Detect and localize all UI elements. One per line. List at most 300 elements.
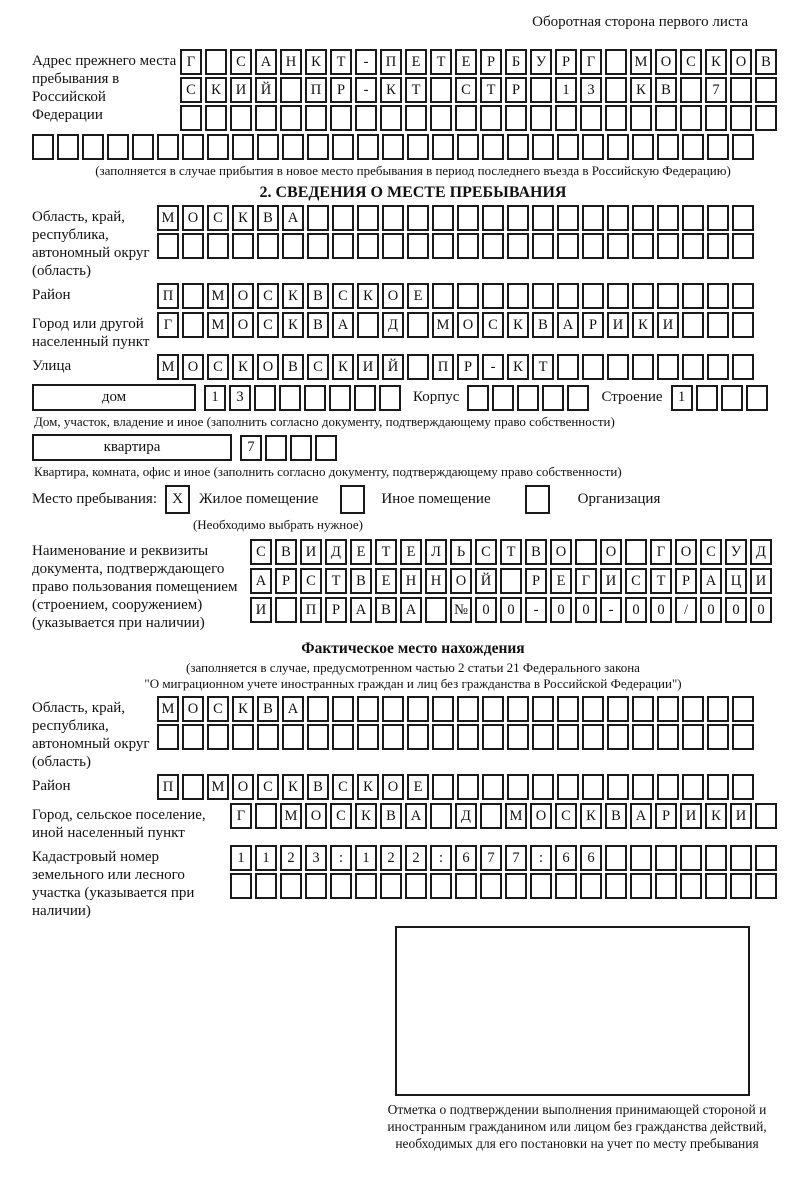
char-box[interactable]: [557, 774, 579, 800]
char-box[interactable]: Ь: [450, 539, 472, 565]
char-box[interactable]: [657, 696, 679, 722]
char-box[interactable]: [607, 205, 629, 231]
char-box[interactable]: [180, 105, 202, 131]
char-box[interactable]: О: [232, 774, 254, 800]
char-box[interactable]: [605, 77, 627, 103]
char-box[interactable]: [755, 803, 777, 829]
char-box[interactable]: [557, 696, 579, 722]
char-box[interactable]: [430, 873, 452, 899]
char-box[interactable]: [432, 283, 454, 309]
char-box[interactable]: Г: [575, 568, 597, 594]
char-box[interactable]: С: [332, 283, 354, 309]
char-box[interactable]: Т: [650, 568, 672, 594]
char-box[interactable]: [732, 724, 754, 750]
char-box[interactable]: У: [725, 539, 747, 565]
char-box[interactable]: 1: [230, 845, 252, 871]
char-box[interactable]: К: [232, 354, 254, 380]
char-box[interactable]: И: [600, 568, 622, 594]
char-box[interactable]: Д: [325, 539, 347, 565]
char-box[interactable]: [355, 873, 377, 899]
char-box[interactable]: Г: [230, 803, 252, 829]
char-box[interactable]: Р: [480, 49, 502, 75]
char-box[interactable]: О: [182, 205, 204, 231]
char-box[interactable]: Л: [425, 539, 447, 565]
char-box[interactable]: [657, 205, 679, 231]
char-box[interactable]: [482, 696, 504, 722]
char-box[interactable]: [157, 134, 179, 160]
char-box[interactable]: [455, 105, 477, 131]
char-box[interactable]: О: [232, 312, 254, 338]
char-box[interactable]: [432, 774, 454, 800]
char-box[interactable]: С: [680, 49, 702, 75]
char-box[interactable]: [232, 134, 254, 160]
char-box[interactable]: [632, 774, 654, 800]
char-box[interactable]: [157, 724, 179, 750]
char-box[interactable]: [207, 724, 229, 750]
char-box[interactable]: М: [157, 205, 179, 231]
char-box[interactable]: О: [182, 354, 204, 380]
char-box[interactable]: [505, 873, 527, 899]
char-box[interactable]: К: [305, 49, 327, 75]
char-box[interactable]: [57, 134, 79, 160]
char-box[interactable]: [280, 105, 302, 131]
checkbox-inoe[interactable]: [340, 485, 365, 514]
char-box[interactable]: [705, 845, 727, 871]
char-box[interactable]: О: [550, 539, 572, 565]
char-box[interactable]: 6: [455, 845, 477, 871]
char-box[interactable]: [457, 233, 479, 259]
char-box[interactable]: [730, 77, 752, 103]
checkbox-organizatsiya[interactable]: [525, 485, 550, 514]
char-box[interactable]: [432, 233, 454, 259]
char-box[interactable]: М: [207, 774, 229, 800]
char-box[interactable]: 1: [204, 385, 226, 411]
char-box[interactable]: О: [182, 696, 204, 722]
char-box[interactable]: 0: [575, 597, 597, 623]
char-box[interactable]: [507, 724, 529, 750]
char-box[interactable]: [632, 696, 654, 722]
char-box[interactable]: 0: [550, 597, 572, 623]
char-box[interactable]: С: [207, 696, 229, 722]
char-box[interactable]: [280, 77, 302, 103]
char-box[interactable]: [357, 205, 379, 231]
char-box[interactable]: [382, 233, 404, 259]
char-box[interactable]: Й: [382, 354, 404, 380]
char-box[interactable]: [457, 134, 479, 160]
char-box[interactable]: [354, 385, 376, 411]
char-box[interactable]: Е: [407, 283, 429, 309]
char-box[interactable]: [707, 312, 729, 338]
char-box[interactable]: [407, 696, 429, 722]
char-box[interactable]: [357, 696, 379, 722]
char-box[interactable]: А: [400, 597, 422, 623]
char-box[interactable]: Т: [330, 49, 352, 75]
char-box[interactable]: [332, 205, 354, 231]
char-box[interactable]: [307, 205, 329, 231]
char-box[interactable]: Д: [750, 539, 772, 565]
char-box[interactable]: [582, 205, 604, 231]
char-box[interactable]: [405, 873, 427, 899]
char-box[interactable]: [657, 233, 679, 259]
char-box[interactable]: [707, 233, 729, 259]
char-box[interactable]: В: [282, 354, 304, 380]
char-box[interactable]: -: [355, 49, 377, 75]
char-box[interactable]: [382, 696, 404, 722]
char-box[interactable]: Р: [275, 568, 297, 594]
char-box[interactable]: К: [282, 283, 304, 309]
char-box[interactable]: О: [382, 283, 404, 309]
char-box[interactable]: [557, 354, 579, 380]
char-box[interactable]: В: [532, 312, 554, 338]
char-box[interactable]: [407, 205, 429, 231]
char-box[interactable]: [680, 873, 702, 899]
char-box[interactable]: [329, 385, 351, 411]
char-box[interactable]: [430, 105, 452, 131]
char-box[interactable]: [657, 283, 679, 309]
char-box[interactable]: [732, 774, 754, 800]
char-box[interactable]: [625, 539, 647, 565]
char-box[interactable]: Г: [157, 312, 179, 338]
char-box[interactable]: [432, 724, 454, 750]
char-box[interactable]: В: [307, 774, 329, 800]
char-box[interactable]: [482, 205, 504, 231]
char-box[interactable]: [182, 134, 204, 160]
char-box[interactable]: [500, 568, 522, 594]
char-box[interactable]: :: [430, 845, 452, 871]
char-box[interactable]: [705, 873, 727, 899]
char-box[interactable]: [557, 205, 579, 231]
char-box[interactable]: [307, 724, 329, 750]
char-box[interactable]: [682, 774, 704, 800]
char-box[interactable]: М: [280, 803, 302, 829]
char-box[interactable]: [467, 385, 489, 411]
char-box[interactable]: [707, 205, 729, 231]
char-box[interactable]: Т: [325, 568, 347, 594]
char-box[interactable]: [255, 105, 277, 131]
char-box[interactable]: [505, 105, 527, 131]
char-box[interactable]: [605, 49, 627, 75]
char-box[interactable]: [730, 845, 752, 871]
char-box[interactable]: В: [307, 312, 329, 338]
char-box[interactable]: [582, 354, 604, 380]
char-box[interactable]: [182, 312, 204, 338]
dom-title-box[interactable]: дом: [32, 384, 196, 411]
char-box[interactable]: [282, 724, 304, 750]
char-box[interactable]: [582, 233, 604, 259]
char-box[interactable]: Т: [480, 77, 502, 103]
char-box[interactable]: [532, 724, 554, 750]
char-box[interactable]: Р: [675, 568, 697, 594]
char-box[interactable]: К: [357, 774, 379, 800]
char-box[interactable]: [355, 105, 377, 131]
char-box[interactable]: Д: [382, 312, 404, 338]
char-box[interactable]: О: [655, 49, 677, 75]
char-box[interactable]: [607, 354, 629, 380]
char-box[interactable]: [379, 385, 401, 411]
char-box[interactable]: [205, 49, 227, 75]
char-box[interactable]: 1: [355, 845, 377, 871]
char-box[interactable]: В: [525, 539, 547, 565]
char-box[interactable]: [682, 312, 704, 338]
char-box[interactable]: [482, 724, 504, 750]
char-box[interactable]: А: [332, 312, 354, 338]
char-box[interactable]: С: [300, 568, 322, 594]
char-box[interactable]: [457, 205, 479, 231]
char-box[interactable]: А: [630, 803, 652, 829]
char-box[interactable]: И: [680, 803, 702, 829]
char-box[interactable]: К: [507, 312, 529, 338]
char-box[interactable]: К: [357, 283, 379, 309]
char-box[interactable]: 6: [580, 845, 602, 871]
char-box[interactable]: Н: [425, 568, 447, 594]
char-box[interactable]: [607, 774, 629, 800]
char-box[interactable]: [682, 205, 704, 231]
char-box[interactable]: 0: [475, 597, 497, 623]
char-box[interactable]: [542, 385, 564, 411]
char-box[interactable]: К: [282, 774, 304, 800]
char-box[interactable]: С: [330, 803, 352, 829]
char-box[interactable]: [557, 134, 579, 160]
char-box[interactable]: [557, 283, 579, 309]
char-box[interactable]: [282, 233, 304, 259]
char-box[interactable]: [457, 774, 479, 800]
char-box[interactable]: [582, 696, 604, 722]
char-box[interactable]: Г: [180, 49, 202, 75]
char-box[interactable]: [332, 724, 354, 750]
char-box[interactable]: [682, 724, 704, 750]
char-box[interactable]: В: [380, 803, 402, 829]
char-box[interactable]: [482, 283, 504, 309]
char-box[interactable]: [730, 105, 752, 131]
char-box[interactable]: [730, 873, 752, 899]
char-box[interactable]: [732, 354, 754, 380]
char-box[interactable]: [580, 105, 602, 131]
char-box[interactable]: [480, 873, 502, 899]
char-box[interactable]: С: [250, 539, 272, 565]
char-box[interactable]: К: [232, 696, 254, 722]
char-box[interactable]: [630, 105, 652, 131]
char-box[interactable]: [457, 283, 479, 309]
char-box[interactable]: [530, 105, 552, 131]
char-box[interactable]: [232, 233, 254, 259]
char-box[interactable]: [330, 105, 352, 131]
char-box[interactable]: [655, 105, 677, 131]
char-box[interactable]: [732, 233, 754, 259]
char-box[interactable]: С: [180, 77, 202, 103]
char-box[interactable]: [432, 205, 454, 231]
char-box[interactable]: [382, 205, 404, 231]
char-box[interactable]: [182, 774, 204, 800]
char-box[interactable]: [182, 283, 204, 309]
char-box[interactable]: Е: [375, 568, 397, 594]
char-box[interactable]: [682, 134, 704, 160]
char-box[interactable]: В: [605, 803, 627, 829]
char-box[interactable]: 2: [280, 845, 302, 871]
char-box[interactable]: [275, 597, 297, 623]
char-box[interactable]: Г: [650, 539, 672, 565]
char-box[interactable]: С: [257, 774, 279, 800]
char-box[interactable]: В: [275, 539, 297, 565]
char-box[interactable]: Т: [430, 49, 452, 75]
char-box[interactable]: 1: [255, 845, 277, 871]
char-box[interactable]: [607, 233, 629, 259]
char-box[interactable]: [430, 803, 452, 829]
char-box[interactable]: [257, 724, 279, 750]
char-box[interactable]: П: [305, 77, 327, 103]
char-box[interactable]: А: [700, 568, 722, 594]
char-box[interactable]: [607, 134, 629, 160]
char-box[interactable]: [280, 873, 302, 899]
char-box[interactable]: [680, 105, 702, 131]
char-box[interactable]: -: [525, 597, 547, 623]
char-box[interactable]: [507, 696, 529, 722]
char-box[interactable]: [557, 233, 579, 259]
char-box[interactable]: [630, 845, 652, 871]
char-box[interactable]: [407, 354, 429, 380]
char-box[interactable]: [257, 134, 279, 160]
char-box[interactable]: [432, 134, 454, 160]
char-box[interactable]: Е: [455, 49, 477, 75]
char-box[interactable]: [405, 105, 427, 131]
char-box[interactable]: [230, 105, 252, 131]
char-box[interactable]: С: [475, 539, 497, 565]
char-box[interactable]: С: [332, 774, 354, 800]
char-box[interactable]: [407, 233, 429, 259]
char-box[interactable]: А: [350, 597, 372, 623]
char-box[interactable]: С: [700, 539, 722, 565]
char-box[interactable]: Е: [400, 539, 422, 565]
char-box[interactable]: 3: [580, 77, 602, 103]
char-box[interactable]: :: [530, 845, 552, 871]
char-box[interactable]: [382, 724, 404, 750]
char-box[interactable]: [532, 205, 554, 231]
char-box[interactable]: 3: [305, 845, 327, 871]
char-box[interactable]: Р: [555, 49, 577, 75]
char-box[interactable]: [282, 134, 304, 160]
char-box[interactable]: Е: [405, 49, 427, 75]
char-box[interactable]: [632, 205, 654, 231]
char-box[interactable]: [607, 724, 629, 750]
char-box[interactable]: Т: [405, 77, 427, 103]
char-box[interactable]: [746, 385, 768, 411]
char-box[interactable]: [707, 354, 729, 380]
char-box[interactable]: [380, 105, 402, 131]
char-box[interactable]: [755, 873, 777, 899]
char-box[interactable]: 7: [240, 435, 262, 461]
char-box[interactable]: О: [457, 312, 479, 338]
char-box[interactable]: [607, 283, 629, 309]
char-box[interactable]: [380, 873, 402, 899]
char-box[interactable]: [232, 724, 254, 750]
char-box[interactable]: [382, 134, 404, 160]
char-box[interactable]: С: [625, 568, 647, 594]
char-box[interactable]: [230, 873, 252, 899]
char-box[interactable]: -: [600, 597, 622, 623]
char-box[interactable]: [567, 385, 589, 411]
char-box[interactable]: Н: [280, 49, 302, 75]
char-box[interactable]: Р: [505, 77, 527, 103]
char-box[interactable]: [605, 845, 627, 871]
char-box[interactable]: [657, 724, 679, 750]
char-box[interactable]: С: [307, 354, 329, 380]
char-box[interactable]: [255, 873, 277, 899]
char-box[interactable]: [682, 233, 704, 259]
char-box[interactable]: С: [257, 312, 279, 338]
char-box[interactable]: К: [580, 803, 602, 829]
char-box[interactable]: [721, 385, 743, 411]
char-box[interactable]: [657, 774, 679, 800]
char-box[interactable]: [457, 696, 479, 722]
char-box[interactable]: О: [257, 354, 279, 380]
char-box[interactable]: К: [380, 77, 402, 103]
char-box[interactable]: [530, 77, 552, 103]
char-box[interactable]: [357, 724, 379, 750]
char-box[interactable]: [732, 134, 754, 160]
char-box[interactable]: [632, 724, 654, 750]
char-box[interactable]: [332, 134, 354, 160]
char-box[interactable]: [207, 233, 229, 259]
char-box[interactable]: К: [705, 803, 727, 829]
char-box[interactable]: 0: [750, 597, 772, 623]
char-box[interactable]: [132, 134, 154, 160]
char-box[interactable]: [432, 696, 454, 722]
char-box[interactable]: [407, 134, 429, 160]
char-box[interactable]: [307, 134, 329, 160]
char-box[interactable]: [632, 134, 654, 160]
char-box[interactable]: Й: [475, 568, 497, 594]
char-box[interactable]: В: [375, 597, 397, 623]
char-box[interactable]: В: [655, 77, 677, 103]
char-box[interactable]: С: [230, 49, 252, 75]
char-box[interactable]: А: [250, 568, 272, 594]
char-box[interactable]: [657, 354, 679, 380]
char-box[interactable]: 6: [555, 845, 577, 871]
char-box[interactable]: [755, 105, 777, 131]
char-box[interactable]: [732, 283, 754, 309]
char-box[interactable]: [605, 105, 627, 131]
char-box[interactable]: [532, 696, 554, 722]
char-box[interactable]: [304, 385, 326, 411]
char-box[interactable]: [205, 105, 227, 131]
char-box[interactable]: [682, 354, 704, 380]
char-box[interactable]: [157, 233, 179, 259]
char-box[interactable]: В: [755, 49, 777, 75]
char-box[interactable]: И: [230, 77, 252, 103]
char-box[interactable]: А: [282, 696, 304, 722]
char-box[interactable]: [254, 385, 276, 411]
char-box[interactable]: 0: [700, 597, 722, 623]
char-box[interactable]: [732, 696, 754, 722]
char-box[interactable]: [255, 803, 277, 829]
char-box[interactable]: [682, 283, 704, 309]
char-box[interactable]: [707, 283, 729, 309]
char-box[interactable]: В: [257, 696, 279, 722]
char-box[interactable]: [182, 233, 204, 259]
checkbox-zhiloe[interactable]: X: [165, 485, 190, 514]
char-box[interactable]: В: [307, 283, 329, 309]
char-box[interactable]: И: [607, 312, 629, 338]
char-box[interactable]: [357, 312, 379, 338]
char-box[interactable]: С: [482, 312, 504, 338]
char-box[interactable]: [257, 233, 279, 259]
char-box[interactable]: 1: [555, 77, 577, 103]
char-box[interactable]: С: [207, 354, 229, 380]
char-box[interactable]: [655, 845, 677, 871]
char-box[interactable]: [732, 312, 754, 338]
char-box[interactable]: О: [600, 539, 622, 565]
char-box[interactable]: Е: [350, 539, 372, 565]
char-box[interactable]: [582, 724, 604, 750]
